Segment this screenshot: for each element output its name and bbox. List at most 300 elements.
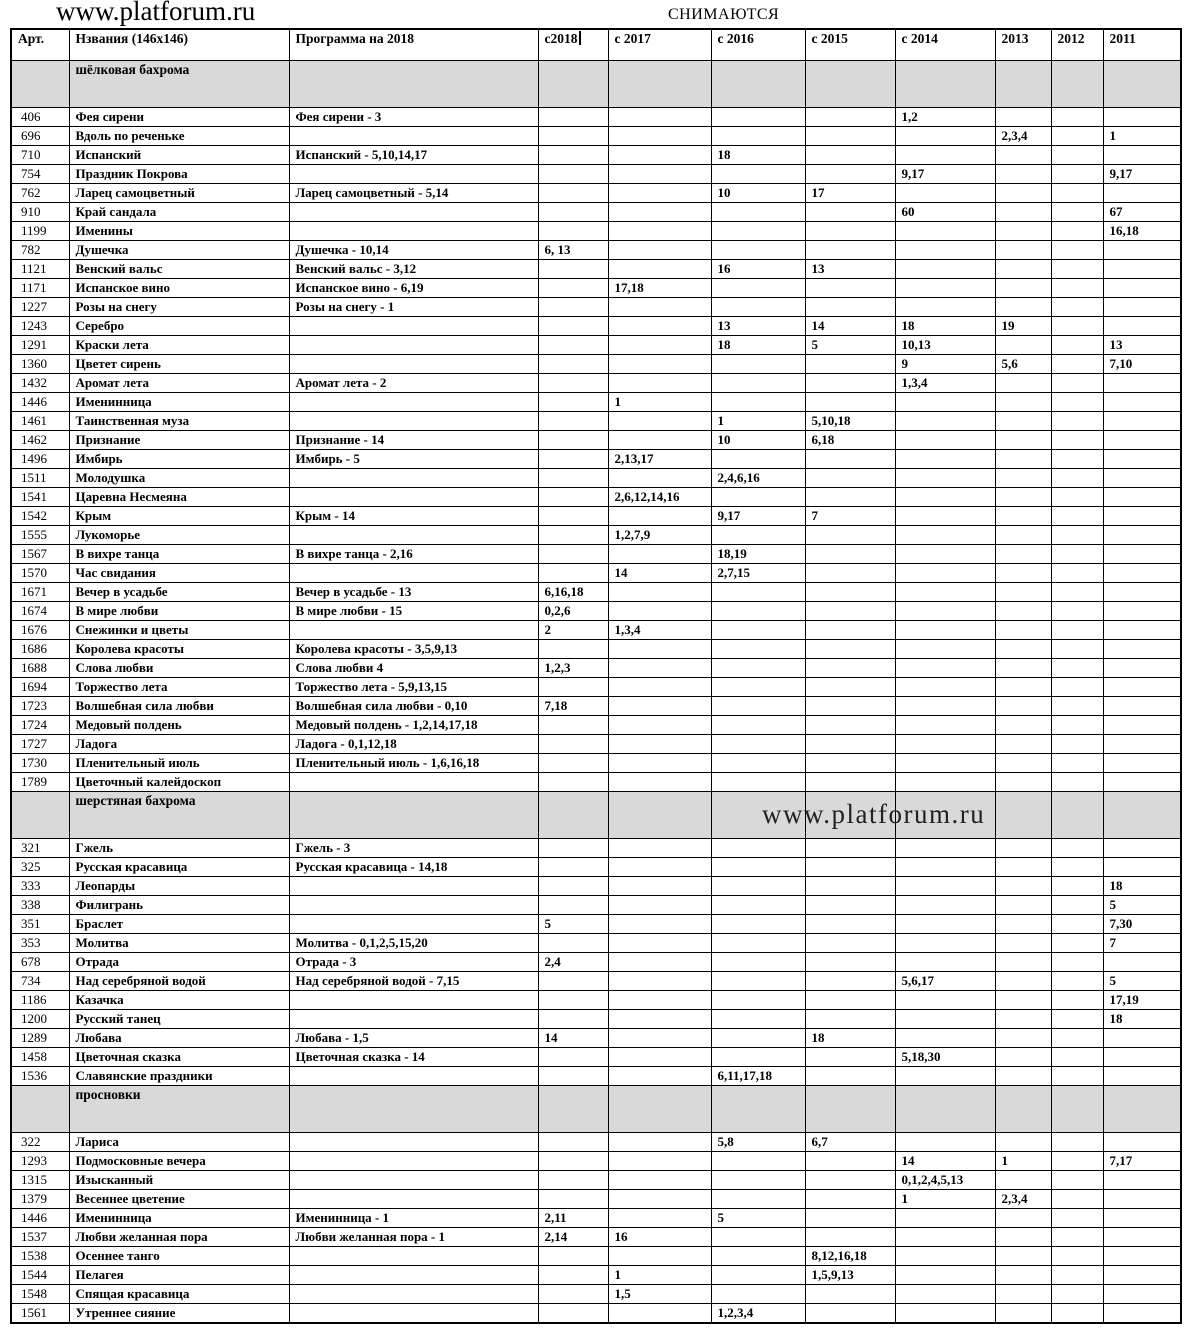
year-2015-cell[interactable] <box>805 858 895 877</box>
section-cell[interactable] <box>608 792 711 839</box>
year-2012-cell[interactable] <box>1051 953 1103 972</box>
year-2018-cell[interactable] <box>538 317 608 336</box>
program-cell[interactable]: Имбирь - 5 <box>289 450 538 469</box>
year-2014-cell[interactable] <box>895 602 995 621</box>
year-2013-cell[interactable] <box>995 583 1051 602</box>
year-2012-cell[interactable] <box>1051 896 1103 915</box>
program-cell[interactable] <box>289 621 538 640</box>
year-2012-cell[interactable] <box>1051 146 1103 165</box>
year-2014-cell[interactable] <box>895 640 995 659</box>
year-2013-cell[interactable] <box>995 1010 1051 1029</box>
art-cell[interactable]: 1171 <box>11 279 69 298</box>
year-2016-cell[interactable] <box>711 450 805 469</box>
year-2016-cell[interactable] <box>711 1266 805 1285</box>
year-2015-cell[interactable] <box>805 374 895 393</box>
year-2016-cell[interactable]: 9,17 <box>711 507 805 526</box>
year-2014-cell[interactable] <box>895 621 995 640</box>
name-cell[interactable]: Волшебная сила любви <box>69 697 289 716</box>
year-2012-cell[interactable] <box>1051 583 1103 602</box>
art-cell[interactable]: 1243 <box>11 317 69 336</box>
year-2012-cell[interactable] <box>1051 915 1103 934</box>
program-cell[interactable] <box>289 222 538 241</box>
year-2014-cell[interactable]: 1,2 <box>895 108 995 127</box>
year-2016-cell[interactable] <box>711 127 805 146</box>
col-header-art[interactable]: Арт. <box>11 29 69 61</box>
year-2014-cell[interactable] <box>895 659 995 678</box>
year-2016-cell[interactable] <box>711 716 805 735</box>
year-2015-cell[interactable] <box>805 1048 895 1067</box>
year-2013-cell[interactable] <box>995 374 1051 393</box>
year-2018-cell[interactable] <box>538 640 608 659</box>
year-2018-cell[interactable] <box>538 545 608 564</box>
art-cell[interactable]: 1511 <box>11 469 69 488</box>
year-2015-cell[interactable]: 14 <box>805 317 895 336</box>
art-cell[interactable]: 1544 <box>11 1266 69 1285</box>
art-cell[interactable]: 322 <box>11 1133 69 1152</box>
year-2012-cell[interactable] <box>1051 1190 1103 1209</box>
art-cell[interactable]: 1458 <box>11 1048 69 1067</box>
year-2014-cell[interactable] <box>895 507 995 526</box>
year-2015-cell[interactable] <box>805 469 895 488</box>
year-2018-cell[interactable] <box>538 165 608 184</box>
name-cell[interactable]: Отрада <box>69 953 289 972</box>
year-2016-cell[interactable] <box>711 858 805 877</box>
year-2012-cell[interactable] <box>1051 564 1103 583</box>
year-2018-cell[interactable] <box>538 374 608 393</box>
year-2016-cell[interactable] <box>711 1010 805 1029</box>
year-2018-cell[interactable] <box>538 896 608 915</box>
art-cell[interactable]: 1561 <box>11 1304 69 1324</box>
year-2013-cell[interactable] <box>995 507 1051 526</box>
year-2011-cell[interactable] <box>1103 1285 1181 1304</box>
section-label[interactable]: шёлковая бахрома <box>69 61 289 108</box>
year-2012-cell[interactable] <box>1051 431 1103 450</box>
year-2012-cell[interactable] <box>1051 488 1103 507</box>
program-cell[interactable] <box>289 317 538 336</box>
year-2018-cell[interactable]: 2,4 <box>538 953 608 972</box>
year-2015-cell[interactable] <box>805 564 895 583</box>
name-cell[interactable]: Любава <box>69 1029 289 1048</box>
year-2011-cell[interactable]: 67 <box>1103 203 1181 222</box>
section-cell[interactable] <box>805 792 895 839</box>
year-2012-cell[interactable] <box>1051 241 1103 260</box>
year-2014-cell[interactable] <box>895 877 995 896</box>
year-2013-cell[interactable] <box>995 1228 1051 1247</box>
year-2018-cell[interactable] <box>538 146 608 165</box>
art-cell[interactable]: 1537 <box>11 1228 69 1247</box>
art-cell[interactable]: 351 <box>11 915 69 934</box>
year-2014-cell[interactable] <box>895 1010 995 1029</box>
year-2015-cell[interactable]: 6,7 <box>805 1133 895 1152</box>
year-2011-cell[interactable] <box>1103 735 1181 754</box>
name-cell[interactable]: Край сандала <box>69 203 289 222</box>
year-2018-cell[interactable]: 2,14 <box>538 1228 608 1247</box>
col-header-2018[interactable]: с2018 <box>538 29 608 61</box>
program-cell[interactable]: Вечер в усадьбе - 13 <box>289 583 538 602</box>
name-cell[interactable]: Испанское вино <box>69 279 289 298</box>
year-2016-cell[interactable] <box>711 896 805 915</box>
year-2017-cell[interactable] <box>608 1133 711 1152</box>
year-2011-cell[interactable]: 7,17 <box>1103 1152 1181 1171</box>
year-2017-cell[interactable] <box>608 336 711 355</box>
year-2011-cell[interactable] <box>1103 1304 1181 1324</box>
year-2012-cell[interactable] <box>1051 184 1103 203</box>
year-2017-cell[interactable] <box>608 1029 711 1048</box>
year-2018-cell[interactable] <box>538 431 608 450</box>
year-2015-cell[interactable] <box>805 1209 895 1228</box>
art-cell[interactable]: 1446 <box>11 1209 69 1228</box>
year-2012-cell[interactable] <box>1051 934 1103 953</box>
year-2012-cell[interactable] <box>1051 1010 1103 1029</box>
program-cell[interactable] <box>289 1266 538 1285</box>
year-2015-cell[interactable] <box>805 896 895 915</box>
year-2012-cell[interactable] <box>1051 640 1103 659</box>
art-cell[interactable]: 1289 <box>11 1029 69 1048</box>
year-2013-cell[interactable] <box>995 260 1051 279</box>
year-2011-cell[interactable] <box>1103 374 1181 393</box>
year-2012-cell[interactable] <box>1051 108 1103 127</box>
art-cell[interactable]: 325 <box>11 858 69 877</box>
name-cell[interactable]: Лариса <box>69 1133 289 1152</box>
program-cell[interactable]: Торжество лета - 5,9,13,15 <box>289 678 538 697</box>
year-2018-cell[interactable] <box>538 507 608 526</box>
year-2011-cell[interactable]: 1 <box>1103 127 1181 146</box>
name-cell[interactable]: Ларец самоцветный <box>69 184 289 203</box>
year-2011-cell[interactable] <box>1103 659 1181 678</box>
year-2016-cell[interactable] <box>711 488 805 507</box>
section-label[interactable]: шерстяная бахрома <box>69 792 289 839</box>
year-2015-cell[interactable]: 13 <box>805 260 895 279</box>
year-2015-cell[interactable] <box>805 754 895 773</box>
year-2017-cell[interactable] <box>608 222 711 241</box>
year-2018-cell[interactable] <box>538 839 608 858</box>
program-cell[interactable] <box>289 1010 538 1029</box>
program-cell[interactable] <box>289 127 538 146</box>
year-2015-cell[interactable]: 8,12,16,18 <box>805 1247 895 1266</box>
year-2011-cell[interactable] <box>1103 621 1181 640</box>
program-cell[interactable] <box>289 1152 538 1171</box>
name-cell[interactable]: Королева красоты <box>69 640 289 659</box>
year-2016-cell[interactable] <box>711 697 805 716</box>
year-2017-cell[interactable]: 1,2,7,9 <box>608 526 711 545</box>
year-2016-cell[interactable] <box>711 165 805 184</box>
name-cell[interactable]: Спящая красавица <box>69 1285 289 1304</box>
year-2015-cell[interactable]: 7 <box>805 507 895 526</box>
year-2017-cell[interactable] <box>608 317 711 336</box>
section-cell[interactable] <box>289 61 538 108</box>
program-cell[interactable]: Ладога - 0,1,12,18 <box>289 735 538 754</box>
name-cell[interactable]: Серебро <box>69 317 289 336</box>
year-2012-cell[interactable] <box>1051 1304 1103 1324</box>
year-2013-cell[interactable] <box>995 412 1051 431</box>
year-2017-cell[interactable] <box>608 858 711 877</box>
year-2017-cell[interactable] <box>608 355 711 374</box>
year-2016-cell[interactable]: 18 <box>711 146 805 165</box>
year-2016-cell[interactable] <box>711 972 805 991</box>
year-2015-cell[interactable] <box>805 1285 895 1304</box>
section-cell[interactable] <box>805 1086 895 1133</box>
year-2018-cell[interactable] <box>538 488 608 507</box>
year-2014-cell[interactable]: 0,1,2,4,5,13 <box>895 1171 995 1190</box>
year-2016-cell[interactable]: 16 <box>711 260 805 279</box>
name-cell[interactable]: Именинница <box>69 1209 289 1228</box>
year-2018-cell[interactable] <box>538 773 608 792</box>
section-cell[interactable] <box>895 61 995 108</box>
year-2013-cell[interactable] <box>995 222 1051 241</box>
name-cell[interactable]: Цветочный калейдоскоп <box>69 773 289 792</box>
year-2013-cell[interactable] <box>995 991 1051 1010</box>
year-2013-cell[interactable] <box>995 241 1051 260</box>
art-cell[interactable]: 1538 <box>11 1247 69 1266</box>
year-2014-cell[interactable] <box>895 488 995 507</box>
art-cell[interactable]: 1694 <box>11 678 69 697</box>
art-cell[interactable]: 1200 <box>11 1010 69 1029</box>
year-2018-cell[interactable]: 0,2,6 <box>538 602 608 621</box>
year-2013-cell[interactable] <box>995 431 1051 450</box>
year-2014-cell[interactable] <box>895 431 995 450</box>
year-2017-cell[interactable] <box>608 203 711 222</box>
program-cell[interactable]: Гжель - 3 <box>289 839 538 858</box>
program-cell[interactable]: В мире любви - 15 <box>289 602 538 621</box>
year-2013-cell[interactable]: 19 <box>995 317 1051 336</box>
art-cell[interactable]: 1496 <box>11 450 69 469</box>
year-2016-cell[interactable] <box>711 839 805 858</box>
program-cell[interactable]: Молитва - 0,1,2,5,15,20 <box>289 934 538 953</box>
year-2013-cell[interactable] <box>995 877 1051 896</box>
year-2018-cell[interactable] <box>538 1266 608 1285</box>
year-2014-cell[interactable]: 14 <box>895 1152 995 1171</box>
year-2018-cell[interactable]: 2 <box>538 621 608 640</box>
year-2015-cell[interactable] <box>805 545 895 564</box>
year-2014-cell[interactable] <box>895 450 995 469</box>
year-2012-cell[interactable] <box>1051 279 1103 298</box>
name-cell[interactable]: Розы на снегу <box>69 298 289 317</box>
art-cell[interactable]: 321 <box>11 839 69 858</box>
year-2016-cell[interactable] <box>711 1247 805 1266</box>
art-cell[interactable]: 1293 <box>11 1152 69 1171</box>
name-cell[interactable]: Царевна Несмеяна <box>69 488 289 507</box>
year-2018-cell[interactable] <box>538 754 608 773</box>
year-2017-cell[interactable] <box>608 298 711 317</box>
year-2018-cell[interactable]: 2,11 <box>538 1209 608 1228</box>
name-cell[interactable]: Медовый полдень <box>69 716 289 735</box>
year-2012-cell[interactable] <box>1051 1048 1103 1067</box>
year-2011-cell[interactable] <box>1103 1266 1181 1285</box>
year-2015-cell[interactable] <box>805 1304 895 1324</box>
year-2013-cell[interactable] <box>995 716 1051 735</box>
year-2017-cell[interactable]: 2,13,17 <box>608 450 711 469</box>
year-2015-cell[interactable] <box>805 146 895 165</box>
name-cell[interactable]: Славянские праздники <box>69 1067 289 1086</box>
year-2016-cell[interactable] <box>711 602 805 621</box>
year-2018-cell[interactable] <box>538 393 608 412</box>
program-cell[interactable] <box>289 526 538 545</box>
year-2017-cell[interactable] <box>608 678 711 697</box>
year-2014-cell[interactable] <box>895 953 995 972</box>
year-2014-cell[interactable] <box>895 716 995 735</box>
name-cell[interactable]: Краски лета <box>69 336 289 355</box>
program-cell[interactable]: В вихре танца - 2,16 <box>289 545 538 564</box>
year-2018-cell[interactable]: 14 <box>538 1029 608 1048</box>
section-cell[interactable] <box>538 1086 608 1133</box>
year-2012-cell[interactable] <box>1051 991 1103 1010</box>
section-cell[interactable] <box>805 61 895 108</box>
program-cell[interactable] <box>289 773 538 792</box>
year-2014-cell[interactable] <box>895 678 995 697</box>
year-2012-cell[interactable] <box>1051 678 1103 697</box>
year-2015-cell[interactable] <box>805 203 895 222</box>
year-2016-cell[interactable]: 2,4,6,16 <box>711 469 805 488</box>
year-2017-cell[interactable] <box>608 507 711 526</box>
year-2011-cell[interactable]: 13 <box>1103 336 1181 355</box>
year-2017-cell[interactable] <box>608 735 711 754</box>
year-2015-cell[interactable] <box>805 127 895 146</box>
year-2011-cell[interactable] <box>1103 678 1181 697</box>
year-2013-cell[interactable] <box>995 1247 1051 1266</box>
year-2017-cell[interactable] <box>608 839 711 858</box>
program-cell[interactable]: Над серебряной водой - 7,15 <box>289 972 538 991</box>
year-2015-cell[interactable] <box>805 1067 895 1086</box>
year-2018-cell[interactable] <box>538 450 608 469</box>
name-cell[interactable]: Именинница <box>69 393 289 412</box>
year-2014-cell[interactable]: 10,13 <box>895 336 995 355</box>
program-cell[interactable] <box>289 564 538 583</box>
year-2017-cell[interactable] <box>608 602 711 621</box>
year-2017-cell[interactable] <box>608 469 711 488</box>
year-2011-cell[interactable] <box>1103 583 1181 602</box>
year-2011-cell[interactable]: 9,17 <box>1103 165 1181 184</box>
year-2017-cell[interactable] <box>608 1171 711 1190</box>
year-2013-cell[interactable] <box>995 165 1051 184</box>
year-2013-cell[interactable] <box>995 203 1051 222</box>
art-cell[interactable]: 1461 <box>11 412 69 431</box>
year-2018-cell[interactable] <box>538 1067 608 1086</box>
year-2013-cell[interactable] <box>995 697 1051 716</box>
col-header-2014[interactable]: с 2014 <box>895 29 995 61</box>
year-2015-cell[interactable] <box>805 488 895 507</box>
program-cell[interactable]: Фея сирени - 3 <box>289 108 538 127</box>
year-2018-cell[interactable] <box>538 203 608 222</box>
year-2013-cell[interactable] <box>995 336 1051 355</box>
program-cell[interactable] <box>289 336 538 355</box>
year-2011-cell[interactable]: 16,18 <box>1103 222 1181 241</box>
year-2015-cell[interactable]: 5,10,18 <box>805 412 895 431</box>
year-2013-cell[interactable] <box>995 1285 1051 1304</box>
col-header-2012[interactable]: 2012 <box>1051 29 1103 61</box>
col-header-name[interactable]: Нзвания (146x146) <box>69 29 289 61</box>
program-cell[interactable] <box>289 488 538 507</box>
year-2012-cell[interactable] <box>1051 1228 1103 1247</box>
year-2017-cell[interactable] <box>608 1067 711 1086</box>
section-cell[interactable] <box>538 61 608 108</box>
name-cell[interactable]: Аромат лета <box>69 374 289 393</box>
year-2017-cell[interactable] <box>608 991 711 1010</box>
year-2016-cell[interactable] <box>711 754 805 773</box>
year-2014-cell[interactable] <box>895 1067 995 1086</box>
year-2015-cell[interactable] <box>805 953 895 972</box>
year-2017-cell[interactable] <box>608 184 711 203</box>
year-2015-cell[interactable] <box>805 279 895 298</box>
year-2016-cell[interactable] <box>711 222 805 241</box>
year-2013-cell[interactable]: 5,6 <box>995 355 1051 374</box>
year-2011-cell[interactable]: 5 <box>1103 972 1181 991</box>
year-2013-cell[interactable] <box>995 108 1051 127</box>
year-2018-cell[interactable] <box>538 991 608 1010</box>
year-2011-cell[interactable]: 7,30 <box>1103 915 1181 934</box>
year-2012-cell[interactable] <box>1051 839 1103 858</box>
year-2018-cell[interactable] <box>538 877 608 896</box>
year-2014-cell[interactable] <box>895 735 995 754</box>
year-2015-cell[interactable] <box>805 165 895 184</box>
section-cell[interactable] <box>1103 1086 1181 1133</box>
program-cell[interactable]: Испанское вино - 6,19 <box>289 279 538 298</box>
year-2012-cell[interactable] <box>1051 526 1103 545</box>
year-2013-cell[interactable] <box>995 934 1051 953</box>
program-cell[interactable]: Аромат лета - 2 <box>289 374 538 393</box>
art-cell[interactable]: 1121 <box>11 260 69 279</box>
name-cell[interactable]: Гжель <box>69 839 289 858</box>
year-2016-cell[interactable] <box>711 1048 805 1067</box>
program-cell[interactable]: Цветочная сказка - 14 <box>289 1048 538 1067</box>
year-2015-cell[interactable] <box>805 393 895 412</box>
program-cell[interactable] <box>289 393 538 412</box>
year-2011-cell[interactable] <box>1103 1048 1181 1067</box>
year-2014-cell[interactable]: 18 <box>895 317 995 336</box>
year-2016-cell[interactable] <box>711 1171 805 1190</box>
year-2017-cell[interactable] <box>608 773 711 792</box>
year-2012-cell[interactable] <box>1051 1067 1103 1086</box>
year-2015-cell[interactable] <box>805 298 895 317</box>
year-2014-cell[interactable] <box>895 184 995 203</box>
section-cell[interactable] <box>895 792 995 839</box>
year-2011-cell[interactable] <box>1103 241 1181 260</box>
year-2014-cell[interactable] <box>895 1304 995 1324</box>
section-cell[interactable] <box>538 792 608 839</box>
art-cell[interactable]: 710 <box>11 146 69 165</box>
year-2012-cell[interactable] <box>1051 1266 1103 1285</box>
name-cell[interactable]: Фея сирени <box>69 108 289 127</box>
year-2017-cell[interactable]: 1,3,4 <box>608 621 711 640</box>
year-2015-cell[interactable] <box>805 659 895 678</box>
program-cell[interactable]: Ларец самоцветный - 5,14 <box>289 184 538 203</box>
year-2011-cell[interactable]: 7,10 <box>1103 355 1181 374</box>
year-2011-cell[interactable]: 17,19 <box>1103 991 1181 1010</box>
year-2017-cell[interactable] <box>608 241 711 260</box>
section-cell[interactable] <box>1103 792 1181 839</box>
year-2015-cell[interactable] <box>805 526 895 545</box>
year-2011-cell[interactable] <box>1103 412 1181 431</box>
year-2016-cell[interactable] <box>711 877 805 896</box>
year-2018-cell[interactable] <box>538 1133 608 1152</box>
name-cell[interactable]: Осеннее танго <box>69 1247 289 1266</box>
year-2012-cell[interactable] <box>1051 1285 1103 1304</box>
year-2014-cell[interactable] <box>895 146 995 165</box>
year-2013-cell[interactable] <box>995 1029 1051 1048</box>
year-2018-cell[interactable] <box>538 1190 608 1209</box>
name-cell[interactable]: Пленительный июль <box>69 754 289 773</box>
year-2018-cell[interactable]: 1,2,3 <box>538 659 608 678</box>
year-2011-cell[interactable]: 18 <box>1103 877 1181 896</box>
year-2014-cell[interactable] <box>895 1285 995 1304</box>
year-2015-cell[interactable] <box>805 1152 895 1171</box>
year-2016-cell[interactable] <box>711 915 805 934</box>
program-cell[interactable] <box>289 1067 538 1086</box>
art-cell[interactable]: 1379 <box>11 1190 69 1209</box>
name-cell[interactable]: В вихре танца <box>69 545 289 564</box>
program-cell[interactable] <box>289 1285 538 1304</box>
year-2017-cell[interactable] <box>608 1247 711 1266</box>
year-2014-cell[interactable] <box>895 545 995 564</box>
